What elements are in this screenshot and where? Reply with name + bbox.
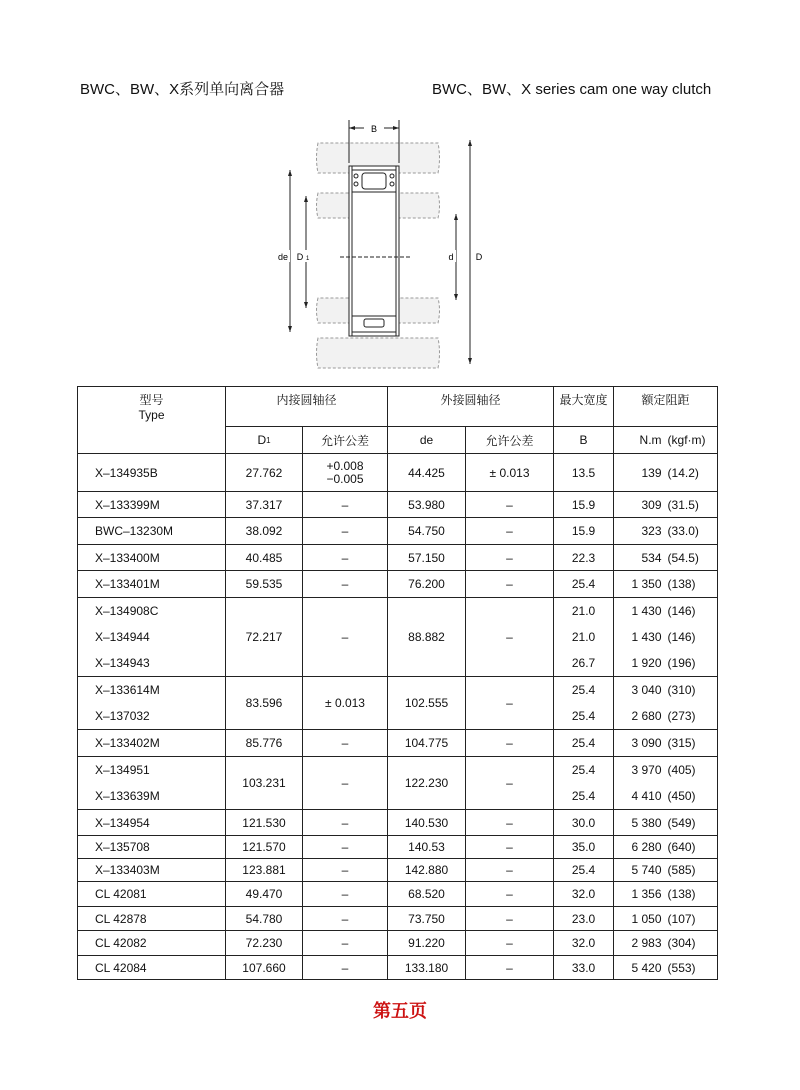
tolerance-inner-cell: – [303, 931, 388, 956]
type-cell: X–135708 [78, 836, 226, 859]
header-tolerance-inner: 允许公差 [303, 427, 388, 454]
de-cell: 88.882 [388, 598, 466, 677]
table-row [78, 518, 718, 545]
tolerance-inner-cell: – [303, 518, 388, 545]
torque-cell [614, 931, 718, 956]
torque-cell [614, 454, 718, 492]
tolerance-outer-cell: – [466, 931, 554, 956]
type-cell: CL 42082 [78, 931, 226, 956]
torque-cell [614, 598, 718, 624]
de-cell: 133.180 [388, 956, 466, 980]
type-cell: X–134954 [78, 810, 226, 836]
tolerance-inner-cell: – [303, 956, 388, 980]
table-row [78, 859, 718, 882]
torque-kgf: (405) [667, 762, 696, 777]
d1-cell: 54.780 [226, 907, 303, 931]
b-cell: 25.4 [554, 783, 614, 810]
d1-cell: 38.092 [226, 518, 303, 545]
torque-nm: 1 050 [631, 911, 662, 926]
torque-kgf: (585) [667, 863, 696, 877]
type-cell: BWC–13230M [78, 518, 226, 545]
b-cell: 26.7 [554, 651, 614, 677]
type-cell: CL 42878 [78, 907, 226, 931]
d1-cell: 40.485 [226, 545, 303, 571]
torque-cell [614, 730, 718, 757]
table-row [78, 836, 718, 859]
torque-nm: 2 680 [631, 709, 662, 724]
d1-cell: 107.660 [226, 956, 303, 980]
header-outer-diameter: 外接圆轴径 [388, 387, 554, 427]
header-de: de [388, 427, 466, 454]
tolerance-outer-cell: – [466, 882, 554, 907]
b-cell: 25.4 [554, 757, 614, 783]
header-tolerance-outer: 允许公差 [466, 427, 554, 454]
type-cell: CL 42081 [78, 882, 226, 907]
tolerance-outer-cell: ± 0.013 [466, 454, 554, 492]
torque-kgf: (549) [667, 815, 696, 830]
b-cell: 22.3 [554, 545, 614, 571]
table-row [78, 545, 718, 571]
de-cell: 68.520 [388, 882, 466, 907]
torque-cell [614, 882, 718, 907]
table-row [78, 730, 718, 757]
torque-nm: 2 983 [631, 936, 662, 950]
d1-cell: 83.596 [226, 677, 303, 730]
tolerance-inner-cell: – [303, 730, 388, 757]
tolerance-outer-cell: – [466, 492, 554, 518]
type-cell: CL 42084 [78, 956, 226, 980]
table-row [78, 454, 718, 492]
tolerance-outer-cell: – [466, 907, 554, 931]
table-row [78, 907, 718, 931]
dim-label-d: d [448, 252, 454, 262]
torque-nm: 4 410 [631, 788, 662, 803]
table-row [78, 757, 718, 783]
torque-kgf: (138) [667, 577, 696, 591]
header-type [78, 387, 226, 454]
title-chinese: BWC、BW、X系列单向离合器 [80, 81, 285, 98]
b-cell: 25.4 [554, 677, 614, 704]
torque-nm: 6 280 [631, 840, 662, 854]
type-cell: X–134944 [78, 624, 226, 651]
header-type-en: Type [138, 408, 165, 422]
tolerance-outer-cell: – [466, 757, 554, 810]
torque-kgf: (146) [667, 630, 696, 644]
header-max-width: 最大宽度 [554, 387, 614, 427]
de-cell: 140.530 [388, 810, 466, 836]
torque-cell [614, 859, 718, 882]
torque-nm: 534 [641, 550, 662, 565]
d1-cell: 59.535 [226, 571, 303, 598]
torque-nm: 1 356 [631, 887, 662, 901]
tolerance-inner-cell: – [303, 492, 388, 518]
de-cell: 104.775 [388, 730, 466, 757]
d1-cell: 72.217 [226, 598, 303, 677]
type-cell: X–133402M [78, 730, 226, 757]
tolerance-inner-cell: – [303, 859, 388, 882]
torque-nm: 1 920 [631, 656, 662, 671]
torque-nm: 1 430 [631, 603, 662, 618]
torque-nm: 3 090 [631, 736, 662, 750]
tolerance-inner-cell: ± 0.013 [303, 677, 388, 730]
tolerance-outer-cell: – [466, 956, 554, 980]
type-cell: X–133639M [78, 783, 226, 810]
b-cell: 25.4 [554, 730, 614, 757]
type-cell: X–134943 [78, 651, 226, 677]
title-english: BWC、BW、X series cam one way clutch [432, 81, 712, 98]
tolerance-outer-cell: – [466, 545, 554, 571]
d1-cell: 121.530 [226, 810, 303, 836]
type-cell: X–134908C [78, 598, 226, 624]
header-torque-units [614, 427, 718, 454]
tolerance-outer-cell: – [466, 518, 554, 545]
b-cell: 21.0 [554, 598, 614, 624]
tolerance-inner-cell [303, 454, 388, 492]
b-cell: 32.0 [554, 882, 614, 907]
torque-nm: 3 040 [631, 683, 662, 698]
torque-cell [614, 810, 718, 836]
header-b: B [554, 427, 614, 454]
torque-kgf: (14.2) [667, 465, 699, 480]
dim-label-d1: D [296, 252, 304, 262]
header-d1-label: D [257, 433, 267, 447]
b-cell: 32.0 [554, 931, 614, 956]
torque-cell [614, 836, 718, 859]
torque-cell [614, 704, 718, 730]
b-cell: 21.0 [554, 624, 614, 651]
torque-kgf: (553) [667, 960, 696, 975]
de-cell: 54.750 [388, 518, 466, 545]
type-cell: X–134951 [78, 757, 226, 783]
tolerance-outer-cell: – [466, 836, 554, 859]
torque-nm: 5 380 [631, 815, 662, 830]
torque-cell [614, 651, 718, 677]
torque-nm: 3 970 [631, 762, 662, 777]
torque-kgf: (33.0) [667, 524, 699, 538]
torque-cell [614, 677, 718, 704]
tolerance-inner-cell: – [303, 545, 388, 571]
table-row [78, 810, 718, 836]
tolerance-outer-cell: – [466, 598, 554, 677]
d1-cell: 27.762 [226, 454, 303, 492]
tolerance-inner-cell: – [303, 571, 388, 598]
d1-cell: 123.881 [226, 859, 303, 882]
b-cell: 13.5 [554, 454, 614, 492]
tolerance-outer-cell: – [466, 859, 554, 882]
b-cell: 30.0 [554, 810, 614, 836]
table-row [78, 677, 718, 704]
type-cell: X–133399M [78, 492, 226, 518]
torque-cell [614, 624, 718, 651]
header-d1-subscript: 1 [266, 436, 271, 445]
torque-cell [614, 492, 718, 518]
b-cell: 23.0 [554, 907, 614, 931]
de-cell: 122.230 [388, 757, 466, 810]
tolerance-inner-cell: – [303, 836, 388, 859]
de-cell: 57.150 [388, 545, 466, 571]
torque-nm: 5 420 [631, 960, 662, 975]
b-cell: 33.0 [554, 956, 614, 980]
torque-kgf: (196) [667, 656, 696, 671]
torque-kgf: (315) [667, 736, 696, 750]
b-cell: 25.4 [554, 571, 614, 598]
table-row [78, 956, 718, 980]
de-cell: 73.750 [388, 907, 466, 931]
table-row [78, 492, 718, 518]
tolerance-upper: +0.008 [326, 458, 364, 473]
table-row [78, 598, 718, 624]
page-label: 第五页 [373, 1001, 427, 1022]
d1-cell: 72.230 [226, 931, 303, 956]
b-cell: 15.9 [554, 518, 614, 545]
d1-cell: 85.776 [226, 730, 303, 757]
table-row [78, 882, 718, 907]
torque-nm: 139 [641, 465, 662, 480]
dim-label-b: B [370, 124, 378, 134]
torque-cell [614, 571, 718, 598]
header-d1 [226, 427, 303, 454]
tolerance-outer-cell: – [466, 677, 554, 730]
tolerance-outer-cell: – [466, 810, 554, 836]
torque-nm: 323 [641, 524, 662, 538]
table-row [78, 571, 718, 598]
torque-nm: 1 430 [631, 630, 662, 644]
tolerance-inner-cell: – [303, 907, 388, 931]
clutch-cross-section-diagram [270, 118, 490, 380]
header-inner-diameter: 内接圆轴径 [226, 387, 388, 427]
table-row [78, 931, 718, 956]
de-cell: 91.220 [388, 931, 466, 956]
torque-kgf: (31.5) [667, 497, 699, 512]
torque-kgf: (304) [667, 936, 696, 950]
dim-label-de: de [277, 252, 289, 262]
type-cell: X–133400M [78, 545, 226, 571]
type-cell: X–133401M [78, 571, 226, 598]
type-cell: X–134935B [78, 454, 226, 492]
tolerance-outer-cell: – [466, 730, 554, 757]
d1-cell: 121.570 [226, 836, 303, 859]
torque-kgf: (54.5) [667, 550, 699, 565]
torque-nm: 309 [641, 497, 662, 512]
d1-cell: 37.317 [226, 492, 303, 518]
type-cell: X–133614M [78, 677, 226, 704]
de-cell: 44.425 [388, 454, 466, 492]
torque-cell [614, 783, 718, 810]
header-kgf: (kgf·m) [667, 433, 706, 447]
type-cell: X–137032 [78, 704, 226, 730]
torque-kgf: (146) [667, 603, 696, 618]
tolerance-outer-cell: – [466, 571, 554, 598]
torque-kgf: (640) [667, 840, 696, 854]
dim-label-D: D [475, 252, 483, 262]
tolerance-inner-cell: – [303, 757, 388, 810]
tolerance-inner-cell: – [303, 598, 388, 677]
de-cell: 102.555 [388, 677, 466, 730]
torque-kgf: (138) [667, 887, 696, 901]
header-rated-torque: 额定阻距 [614, 387, 718, 427]
type-cell: X–133403M [78, 859, 226, 882]
torque-nm: 1 350 [631, 577, 662, 591]
b-cell: 35.0 [554, 836, 614, 859]
tolerance-inner-cell: – [303, 882, 388, 907]
torque-cell [614, 907, 718, 931]
de-cell: 53.980 [388, 492, 466, 518]
tolerance-inner-cell: – [303, 810, 388, 836]
b-cell: 25.4 [554, 859, 614, 882]
torque-cell [614, 757, 718, 783]
specification-table [77, 386, 718, 980]
torque-kgf: (107) [667, 911, 696, 926]
torque-kgf: (450) [667, 788, 696, 803]
d1-cell: 103.231 [226, 757, 303, 810]
tolerance-lower: −0.005 [326, 471, 364, 486]
torque-nm: 5 740 [631, 863, 662, 877]
torque-cell [614, 518, 718, 545]
de-cell: 142.880 [388, 859, 466, 882]
d1-cell: 49.470 [226, 882, 303, 907]
de-cell: 76.200 [388, 571, 466, 598]
dim-label-d1-subscript: 1 [306, 256, 310, 262]
header-type-cn: 型号 [139, 393, 164, 407]
b-cell: 25.4 [554, 704, 614, 730]
torque-cell [614, 956, 718, 980]
torque-kgf: (310) [667, 683, 696, 698]
de-cell: 140.53 [388, 836, 466, 859]
torque-cell [614, 545, 718, 571]
torque-kgf: (273) [667, 709, 696, 724]
header-nm: N.m [639, 433, 662, 447]
b-cell: 15.9 [554, 492, 614, 518]
